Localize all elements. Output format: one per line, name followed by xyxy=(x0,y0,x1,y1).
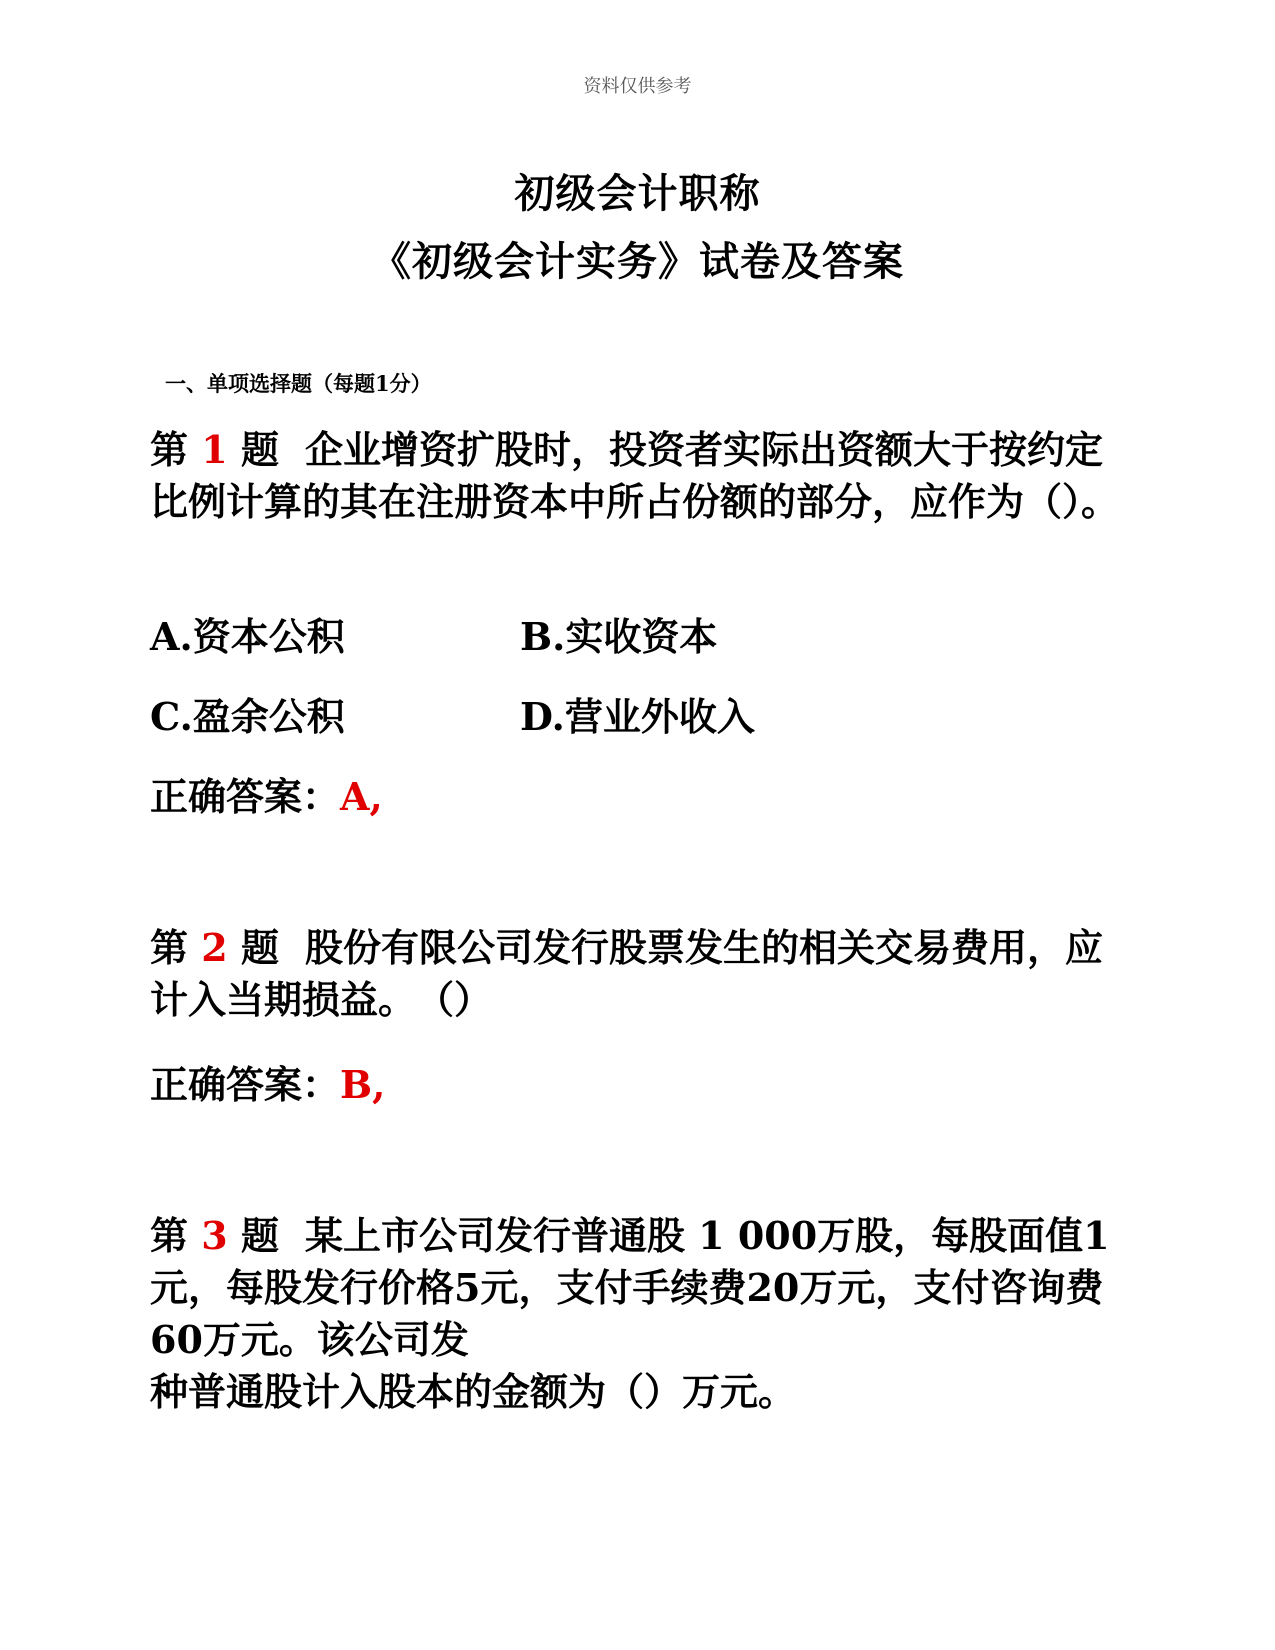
answer-2 xyxy=(150,1054,385,1109)
document-title: 初级会计职称 xyxy=(514,170,761,217)
question-prefix: 第 xyxy=(150,1213,189,1258)
option-b: B.实收资本 xyxy=(520,614,718,659)
question-2 xyxy=(150,922,1130,1026)
answer-label: 正确答案： xyxy=(150,1062,341,1107)
question-text: 企业增资扩股时，投资者实际出资额大于按约定比例计算的其在注册资本中所占份额的部分，应作为（）。 xyxy=(150,427,1120,524)
answer-1 xyxy=(150,766,383,821)
header-note: 资料仅供参考 xyxy=(583,76,692,97)
question-number: 2 xyxy=(201,925,228,970)
question-suffix: 题 xyxy=(240,427,279,472)
document-subtitle: 《初级会计实务》试卷及答案 xyxy=(371,238,904,285)
option-a: A.资本公积 xyxy=(150,614,345,659)
question-3 xyxy=(150,1210,1130,1366)
answer-label: 正确答案： xyxy=(150,774,341,819)
option-c: C.盈余公积 xyxy=(150,694,345,739)
answer-value: A, xyxy=(340,774,383,819)
question-suffix: 题 xyxy=(240,1213,279,1258)
question-prefix: 第 xyxy=(150,427,189,472)
question-number: 1 xyxy=(201,427,228,472)
section-heading: 一、单项选择题（每题1分） xyxy=(165,371,432,396)
question-suffix: 题 xyxy=(240,925,279,970)
question-text-continued: 种普通股计入股本的金额为（）万元。 xyxy=(150,1369,797,1414)
option-d: D.营业外收入 xyxy=(520,694,755,739)
question-3-continued xyxy=(150,1366,1130,1418)
question-1 xyxy=(150,424,1130,528)
question-number: 3 xyxy=(201,1213,228,1258)
question-text: 股份有限公司发行股票发生的相关交易费用，应计入当期损益。 （） xyxy=(150,925,1103,1022)
answer-value: B, xyxy=(340,1062,386,1107)
question-prefix: 第 xyxy=(150,925,189,970)
question-text: 某上市公司发行普通股 1 000万股，每股面值1元，每股发行价格5元，支付手续费20万元，支付咨询费60万元。该公司发 xyxy=(150,1213,1110,1362)
